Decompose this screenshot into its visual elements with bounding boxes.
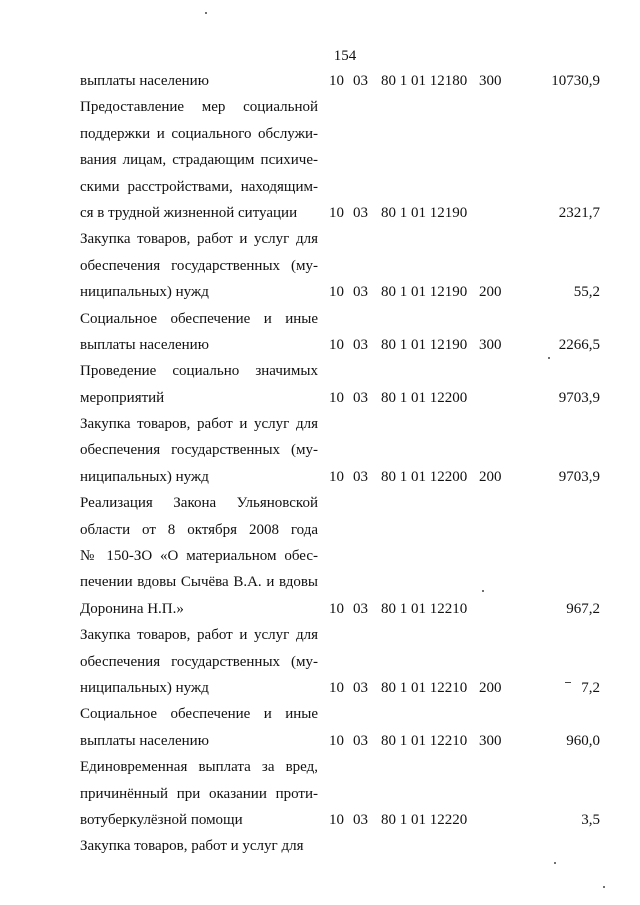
section-code: 10 xyxy=(329,679,344,696)
description-line: Доронина Н.П.» xyxy=(80,600,184,617)
description-line: ниципальных) нужд xyxy=(80,468,209,485)
page-number: 154 xyxy=(333,48,357,64)
row-amount: 967,2 xyxy=(566,600,600,617)
section-code: 10 xyxy=(329,284,344,301)
subsection-code: 03 xyxy=(353,73,368,89)
row-description xyxy=(80,68,318,94)
subsection-code: 03 xyxy=(353,811,368,828)
table-row xyxy=(0,754,640,833)
row-description xyxy=(80,358,318,411)
article-code: 80 1 01 12210 xyxy=(381,679,468,696)
scan-speck xyxy=(565,682,571,683)
subsection-code: 03 xyxy=(353,204,368,221)
scan-speck xyxy=(603,886,605,888)
article-code: 80 1 01 12210 xyxy=(381,600,468,617)
scan-speck xyxy=(482,590,484,592)
expense-type-code: 200 xyxy=(479,284,502,301)
description-line: области от 8 октября 2008 года xyxy=(80,521,318,538)
row-codes xyxy=(329,596,519,622)
row-description xyxy=(80,701,318,754)
scan-speck xyxy=(205,12,207,14)
description-line: Закупка товаров, работ и услуг для xyxy=(80,231,318,248)
description-line: причинённый при оказании проти- xyxy=(80,785,318,802)
description-line: вотуберкулёзной помощи xyxy=(80,811,243,828)
row-amount: 9703,9 xyxy=(558,389,600,406)
section-code: 10 xyxy=(329,204,344,221)
subsection-code: 03 xyxy=(353,284,368,301)
table-row xyxy=(0,358,640,411)
table-row xyxy=(0,701,640,754)
description-line: выплаты населению xyxy=(80,732,209,749)
row-amount: 10730,9 xyxy=(551,73,600,89)
row-codes xyxy=(329,728,519,754)
subsection-code: 03 xyxy=(353,336,368,353)
row-codes xyxy=(329,332,519,358)
article-code: 80 1 01 12190 xyxy=(381,336,468,353)
table-row xyxy=(0,833,640,859)
row-codes xyxy=(329,68,519,94)
description-line: Закупка товаров, работ и услуг для xyxy=(80,838,304,855)
description-line: Проведение социально значимых xyxy=(80,363,318,380)
description-line: Социальное обеспечение и иные xyxy=(80,310,318,327)
article-code: 80 1 01 12190 xyxy=(381,284,468,301)
row-codes xyxy=(329,279,519,305)
row-codes xyxy=(329,807,519,833)
article-code: 80 1 01 12190 xyxy=(381,204,468,221)
expense-type-code: 200 xyxy=(479,468,502,485)
description-line: поддержки и социального обслужи- xyxy=(80,125,318,142)
row-description xyxy=(80,306,318,359)
description-line: № 150-ЗО «О материальном обес- xyxy=(80,548,318,565)
row-amount: 3,5 xyxy=(581,811,600,828)
subsection-code: 03 xyxy=(353,679,368,696)
description-line: ниципальных) нужд xyxy=(80,284,209,301)
table-row xyxy=(0,94,640,226)
table-row xyxy=(0,411,640,490)
article-code: 80 1 01 12200 xyxy=(381,468,468,485)
scan-speck xyxy=(548,357,550,359)
description-line: Закупка товаров, работ и услуг для xyxy=(80,416,318,433)
section-code: 10 xyxy=(329,811,344,828)
description-line: Единовременная выплата за вред, xyxy=(80,759,318,776)
description-line: Предоставление мер социальной xyxy=(80,99,318,116)
description-line: обеспечения государственных (му- xyxy=(80,257,318,274)
description-line: ся в трудной жизненной ситуации xyxy=(80,204,298,221)
row-description xyxy=(80,226,318,305)
table-row xyxy=(0,622,640,701)
subsection-code: 03 xyxy=(353,600,368,617)
description-line: скими расстройствами, находящим- xyxy=(80,178,318,195)
budget-table xyxy=(0,68,640,860)
article-code: 80 1 01 12220 xyxy=(381,811,468,828)
description-line: выплаты населению xyxy=(80,336,209,353)
row-amount: 7,2 xyxy=(581,679,600,696)
row-amount: 2266,5 xyxy=(558,336,600,353)
subsection-code: 03 xyxy=(353,468,368,485)
section-code: 10 xyxy=(329,732,344,749)
section-code: 10 xyxy=(329,73,344,89)
row-codes xyxy=(329,385,519,411)
article-code: 80 1 01 12210 xyxy=(381,732,468,749)
row-description xyxy=(80,490,318,622)
row-description xyxy=(80,754,318,833)
expense-type-code: 300 xyxy=(479,732,502,749)
description-line: печении вдовы Сычёва В.А. и вдовы xyxy=(80,574,318,591)
expense-type-code: 300 xyxy=(479,73,502,89)
section-code: 10 xyxy=(329,389,344,406)
description-line: мероприятий xyxy=(80,389,165,406)
description-line: вания лицам, страдающим психиче- xyxy=(80,152,318,169)
description-line: ниципальных) нужд xyxy=(80,679,209,696)
table-row xyxy=(0,68,640,94)
row-amount: 960,0 xyxy=(566,732,600,749)
scan-speck xyxy=(554,862,556,864)
subsection-code: 03 xyxy=(353,389,368,406)
description-line: выплаты населению xyxy=(80,73,209,89)
table-row xyxy=(0,226,640,305)
article-code: 80 1 01 12200 xyxy=(381,389,468,406)
row-description xyxy=(80,622,318,701)
row-amount: 9703,9 xyxy=(558,468,600,485)
row-codes xyxy=(329,464,519,490)
row-amount: 55,2 xyxy=(573,284,600,301)
section-code: 10 xyxy=(329,600,344,617)
section-code: 10 xyxy=(329,336,344,353)
section-code: 10 xyxy=(329,468,344,485)
description-line: обеспечения государственных (му- xyxy=(80,653,318,670)
row-description xyxy=(80,411,318,490)
row-description xyxy=(80,94,318,226)
table-row xyxy=(0,306,640,359)
description-line: Социальное обеспечение и иные xyxy=(80,706,318,723)
expense-type-code: 300 xyxy=(479,336,502,353)
subsection-code: 03 xyxy=(353,732,368,749)
row-codes xyxy=(329,200,519,226)
table-row xyxy=(0,490,640,622)
row-amount: 2321,7 xyxy=(558,204,600,221)
row-description xyxy=(80,833,318,859)
row-codes xyxy=(329,833,519,859)
description-line: обеспечения государственных (му- xyxy=(80,442,318,459)
description-line: Реализация Закона Ульяновской xyxy=(80,495,318,512)
article-code: 80 1 01 12180 xyxy=(381,73,468,89)
expense-type-code: 200 xyxy=(479,679,502,696)
description-line: Закупка товаров, работ и услуг для xyxy=(80,627,318,644)
row-codes xyxy=(329,675,519,701)
